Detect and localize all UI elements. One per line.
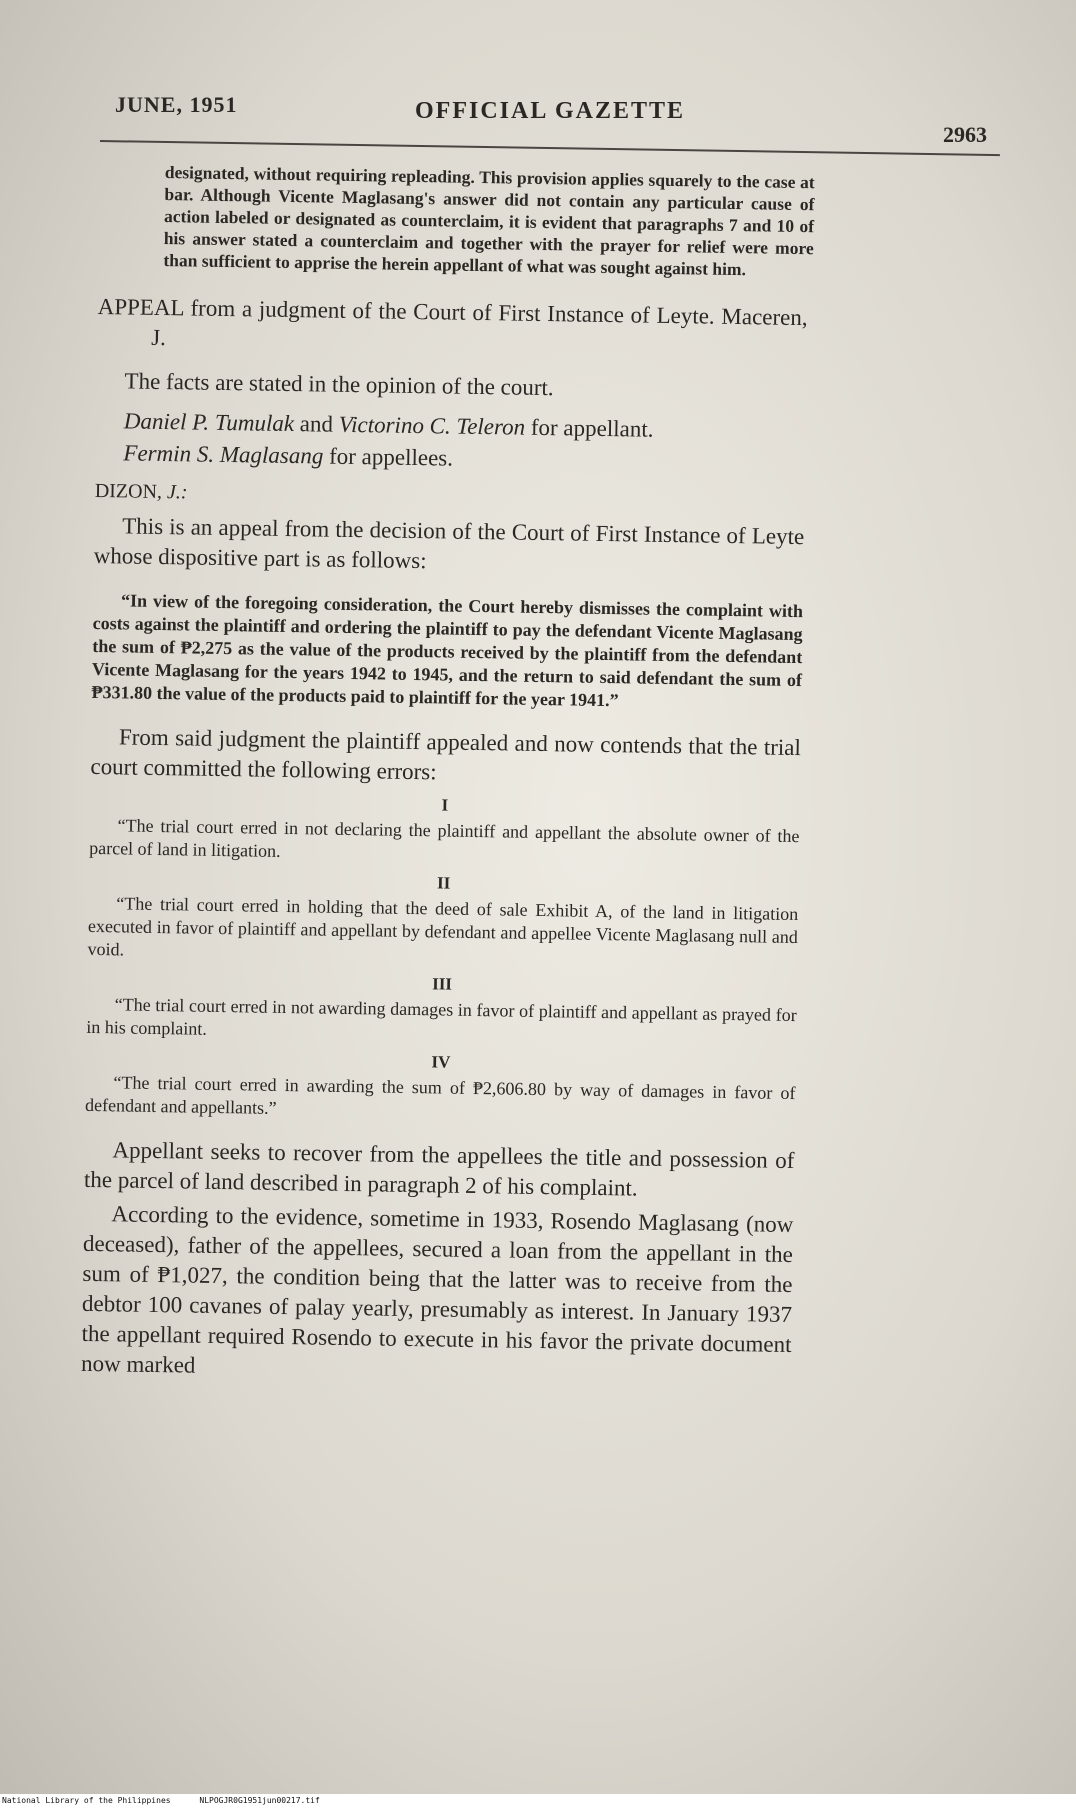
paragraph-3: Appellant seeks to recover from the appellees the title and possession of the parcel of land described in paragraph 2 of his complaint. — [83, 1137, 795, 1201]
judge-line — [95, 480, 805, 514]
appellee-suffix: for appellees. — [323, 443, 454, 471]
appellant-counsel-1: Daniel P. Tumulak — [123, 408, 295, 437]
document-body — [80, 160, 815, 1390]
appellant-counsel-2: Victorino C. Teleron — [338, 411, 526, 440]
syllabus-paragraph: designated, without requiring repleading. This provision applies squarely to the case at bar. Although Vicente Maglasang's answer did not contain any particular cause of action labeled or designated as counterclaim, it is evident that paragraphs 7 and 10 of his answer stated a counterclaim and together with the prayer for relief were more than sufficient to apprise the herein appellant of what was sought against him. — [163, 162, 815, 280]
page-number: 2963 — [943, 122, 987, 147]
appeal-line: APPEAL from a judgment of the Court of First Instance of Leyte. Maceren, J. — [97, 293, 808, 351]
error-numeral: I — [441, 795, 449, 815]
error-text: “The trial court erred in awarding the sum of ₱2,606.80 by way of damages in favor of defendant and appellants.” — [84, 1072, 796, 1118]
appellant-suffix: for appellant. — [524, 414, 654, 442]
error-text: “The trial court erred in not awarding damages in favor of plaintiff and appellant as prayed for in his complaint. — [86, 994, 797, 1039]
judge-suffix: , J.: — [156, 480, 188, 504]
scan-footer — [0, 1794, 1076, 1808]
appellee-counsel: Fermin S. Maglasang — [123, 440, 324, 469]
error-numeral: IV — [431, 1052, 451, 1072]
error-numeral: II — [436, 873, 451, 893]
paragraph-1: This is an appeal from the decision of the Court of First Instance of Leyte whose dispositive part is as follows: — [93, 513, 805, 574]
footer-library: National Library of the Philippines — [2, 1796, 171, 1805]
dispositive-quote: “In view of the foregoing consideration, the Court hereby dismisses the complaint with costs against the plaintiff and ordering the plaintiff to pay the defendant Vicente Maglasang the sum of ₱2,275 as the value of the products received by the plaintiff from the defendant Vicente Maglasang for the years 1942 to 1945, and the return to said defendant the sum of ₱331.80 the value of the products paid to plaintiff for the year 1941.” — [91, 590, 804, 711]
paragraph-4: According to the evidence, sometime in 1933, Rosendo Maglasang (now deceased), father of the appellees, secured a loan from the appellant in the sum of ₱1,027, the condition being that the latter was to receive from the debtor 100 cavanes of palay yearly, presumably as interest. In January 1937 the appellant required Rosendo to execute in his favor the private document now marked — [80, 1201, 794, 1378]
page-header — [105, 92, 1005, 147]
judge-name: DIZON — [94, 479, 158, 503]
errors-list — [85, 790, 800, 1128]
footer-file-id: NLPOGJR0G1951jun00217.tif — [199, 1796, 320, 1805]
counsel-and: and — [293, 411, 339, 437]
paragraph-2: From said judgment the plaintiff appealed and now contends that the trial court committed the following errors: — [90, 724, 802, 785]
facts-line: The facts are stated in the opinion of the court. — [124, 368, 554, 401]
header-date: JUNE, 1951 — [115, 92, 238, 117]
header-rule — [100, 140, 1000, 156]
error-text: “The trial court erred in not declaring the plaintiff and appellant the absolute owner of the parcel of land in litigation. — [89, 815, 800, 861]
error-numeral: III — [432, 974, 453, 994]
error-text: “The trial court erred in holding that the deed of sale Exhibit A, of the land in litigation executed in favor of plaintiff and appellant by defendant and appellee Vicente Maglasang null and void. — [87, 893, 799, 960]
header-title: OFFICIAL GAZETTE — [415, 98, 686, 124]
